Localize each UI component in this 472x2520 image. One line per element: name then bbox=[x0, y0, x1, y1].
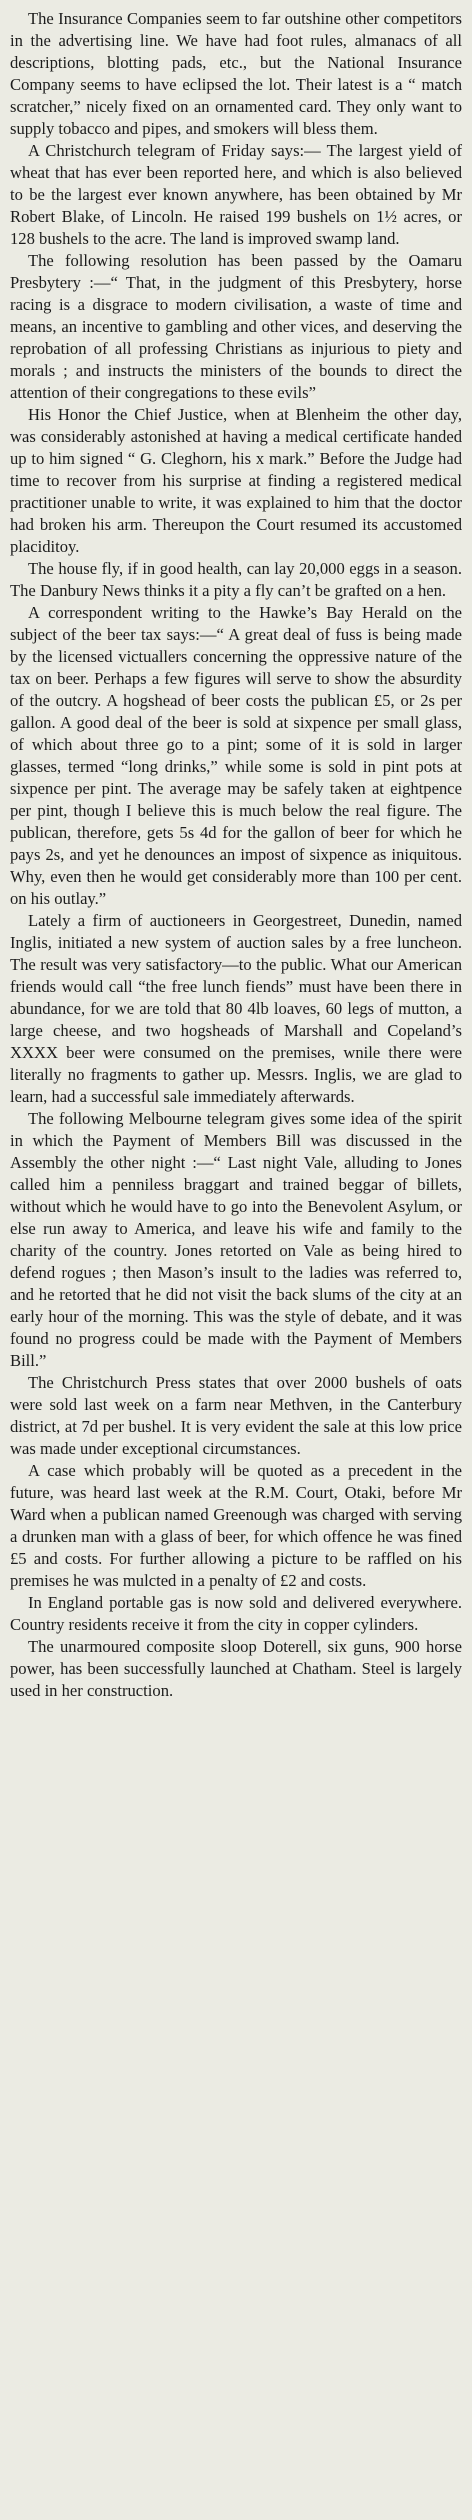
paragraph-wheat-yield: A Christchurch telegram of Friday says:— The largest yield of wheat that has ever been reported here, and which is also believed to be the largest ever known anywhere, has been obtained by Mr Robert Blake, of Lincoln. He raised 199 bushels on 1½ acres, or 128 bushels to the acre. The land is improved swamp land. bbox=[10, 141, 462, 248]
paragraph-insurance-advertising: The Insurance Companies seem to far outshine other competitors in the advertising line. We have had foot rules, almanacs of all descriptions, blotting pads, etc., but the National Insurance Company seems to have eclipsed the lot. Their latest is a “ match scratcher,” nicely fixed on an ornamented card. They only want to supply tobacco and pipes, and smokers will bless them. bbox=[10, 9, 462, 138]
paragraph-oats-sale: The Christchurch Press states that over 2000 bushels of oats were sold last week on a farm near Methven, in the Canterbury district, at 7d per bushel. It is very evident the sale at this low price was made under exceptional circumstances. bbox=[10, 1373, 462, 1458]
paragraph-otaki-court: A case which probably will be quoted as a precedent in the future, was heard last week at the R.M. Court, Otaki, before Mr Ward when a publican named Greenough was charged with serving a drunken man with a glass of beer, for which offence he was fined £5 and costs. For further allowing a picture to be raffled on his premises he was mulcted in a penalty of £2 and costs. bbox=[10, 1461, 462, 1590]
paragraph-sloop-doterell: The unarmoured composite sloop Doterell, six guns, 900 horse power, has been successfully launched at Chatham. Steel is largely used in her construction. bbox=[10, 1637, 462, 1700]
paragraph-beer-tax: A correspondent writing to the Hawke’s Bay Herald on the subject of the beer tax says:—“ A great deal of fuss is being made by the licensed victuallers concerning the oppressive nature of the tax on beer. Perhaps a few figures will serve to show the absurdity of the outcry. A hogshead of beer costs the publican £5, or 2s per gallon. A good deal of the beer is sold at sixpence per small glass, of which about three go to a pint; some of it is sold in larger glasses, termed “long drinks,” while some is sold in pint pots at sixpence per pint. The average may be safely taken at eightpence per pint, though I believe this is much below the real figure. The publican, therefore, gets 5s 4d for the gallon of beer for which he pays 2s, and yet he denounces an impost of sixpence as iniquitous. Why, even then he would get considerably more than 100 per cent. on his outlay.” bbox=[10, 603, 462, 908]
paragraph-chief-justice: His Honor the Chief Justice, when at Blenheim the other day, was considerably astonished at having a medical certificate handed up to him signed “ G. Cleghorn, his x mark.” Before the Judge had time to recover from his surprise at finding a registered medical practitioner unable to write, it was explained to him that the doctor had broken his arm. Thereupon the Court resumed its accustomed placiditoy. bbox=[10, 405, 462, 556]
paragraph-house-fly: The house fly, if in good health, can lay 20,000 eggs in a season. The Danbury News thinks it a pity a fly can’t be grafted on a hen. bbox=[10, 559, 462, 600]
paragraph-melbourne-telegram: The following Melbourne telegram gives some idea of the spirit in which the Payment of Members Bill was discussed in the Assembly the other night :—“ Last night Vale, alluding to Jones called him a penniless braggart and trained beggar of billets, without which he would have to go into the Benevolent Asylum, or else run away to America, and leave his wife and family to the charity of the country. Jones retorted on Vale as being hired to defend rogues ; then Mason’s insult to the ladies was referred to, and he retorted that he did not visit the back slums of the city at an early hour of the morning. This was the style of debate, and it was found no progress could be made with the Payment of Members Bill.” bbox=[10, 1109, 462, 1370]
paragraph-presbytery-resolution: The following resolution has been passed by the Oamaru Presbytery :—“ That, in the judgment of this Presbytery, horse racing is a disgrace to modern civilisation, a waste of time and means, an incentive to gambling and other vices, and deserving the reprobation of all professing Christians as injurious to piety and morals ; and instructs the ministers of the bounds to direct the attention of their congregations to these evils” bbox=[10, 251, 462, 402]
news-column bbox=[10, 8, 462, 1702]
paragraph-auction-luncheon: Lately a firm of auctioneers in Georgestreet, Dunedin, named Inglis, initiated a new system of auction sales by a free luncheon. The result was very satisfactory—to the public. What our American friends would call “the free lunch fiends” must have been there in abundance, for we are told that 80 4lb loaves, 60 legs of mutton, a large cheese, and two hogsheads of Marshall and Copeland’s XXXX beer were consumed on the premises, wnile there were literally no fragments to gather up. Messrs. Inglis, we are glad to learn, had a successful sale immediately afterwards. bbox=[10, 911, 462, 1106]
paragraph-portable-gas: In England portable gas is now sold and delivered everywhere. Country residents receive it from the city in copper cylinders. bbox=[10, 1593, 462, 1634]
